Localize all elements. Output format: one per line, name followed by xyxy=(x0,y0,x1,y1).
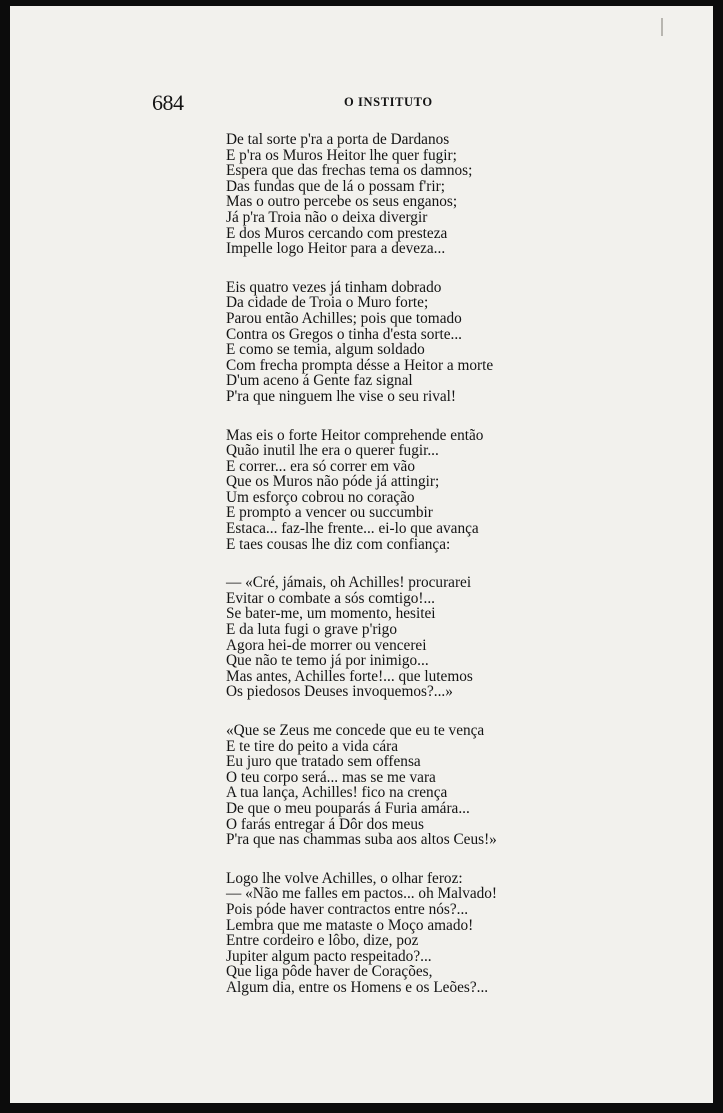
stanza-5 xyxy=(226,723,696,848)
poem-line: Entre cordeiro e lôbo, dize, poz xyxy=(226,932,419,950)
poem-line: Um esforço cobrou no coração xyxy=(226,488,415,506)
poem-line: Que os Muros não póde já attingir; xyxy=(226,473,440,491)
poem-line: Eis quatro vezes já tinham dobrado xyxy=(226,278,442,296)
poem-line: Estaca... faz-lhe frente... ei-lo que avança xyxy=(226,520,479,538)
poem-line: O teu corpo será... mas se me vara xyxy=(226,768,436,786)
stanza-4 xyxy=(226,575,696,700)
poem-line: Da cidade de Troia o Muro forte; xyxy=(226,294,429,312)
poem-line: A tua lança, Achilles! fico na crença xyxy=(226,784,448,802)
poem-line: Os piedosos Deuses invoquemos?...» xyxy=(226,683,453,701)
poem-line: P'ra que ninguem lhe vise o seu rival! xyxy=(226,387,457,405)
poem-line: Se bater-me, um momento, hesitei xyxy=(226,605,436,623)
poem-line: Impelle logo Heitor para a deveza... xyxy=(226,240,446,258)
poem-line: De tal sorte p'ra a porta de Dardanos xyxy=(226,131,450,148)
poem-line: E dos Muros cercando com presteza xyxy=(226,224,448,242)
poem-line: P'ra que nas chammas suba aos altos Ceus!» xyxy=(226,831,497,849)
poem-line: Lembra que me mataste o Moço amado! xyxy=(226,916,474,934)
poem-line: E da luta fugi o grave p'rigo xyxy=(226,621,397,639)
page-header xyxy=(10,90,713,120)
poem-line: Pois póde haver contractos entre nós?... xyxy=(226,900,469,918)
poem-line: Logo lhe volve Achilles, o olhar feroz: xyxy=(226,869,463,887)
poem-body xyxy=(226,132,696,1019)
poem-line: Quão inutil lhe era o querer fugir... xyxy=(226,442,439,460)
poem-line: Eu juro que tratado sem offensa xyxy=(226,753,421,771)
poem-line: Contra os Gregos o tinha d'esta sorte... xyxy=(226,325,462,343)
running-title: O INSTITUTO xyxy=(344,95,433,109)
poem-line: Que não te temo já por inimigo... xyxy=(226,652,429,670)
poem-line: Evitar o combate a sós comtigo!... xyxy=(226,589,436,607)
poem-line: Com frecha prompta désse a Heitor a morte xyxy=(226,356,494,374)
poem-line: — «Cré, jámais, oh Achilles! procurarei xyxy=(226,574,472,592)
poem-line: Já p'ra Troia não o deixa divergir xyxy=(226,208,428,226)
stanza-1 xyxy=(226,132,696,257)
poem-line: Parou então Achilles; pois que tomado xyxy=(226,309,462,327)
poem-line: Espera que das frechas tema os damnos; xyxy=(226,162,473,180)
poem-line: De que o meu pouparás á Furia amára... xyxy=(226,799,470,817)
poem-line: D'um aceno á Gente faz signal xyxy=(226,372,413,390)
poem-line: O farás entregar á Dôr dos meus xyxy=(226,815,424,833)
stanza-2 xyxy=(226,280,696,405)
poem-line: Das fundas que de lá o possam f'rir; xyxy=(226,177,445,195)
poem-line: Jupiter algum pacto respeitado?... xyxy=(226,947,432,965)
poem-line: — «Não me falles em pactos... oh Malvado! xyxy=(226,885,498,903)
poem-line: Mas eis o forte Heitor comprehende então xyxy=(226,426,484,444)
poem-line: E como se temia, algum soldado xyxy=(226,341,425,359)
poem-line: E p'ra os Muros Heitor lhe quer fugir; xyxy=(226,146,457,164)
poem-line: Mas antes, Achilles forte!... que lutemos xyxy=(226,667,473,685)
stanza-6 xyxy=(226,871,696,996)
poem-line: Agora hei-de morrer ou vencerei xyxy=(226,636,427,654)
poem-line: E te tire do peito a vida cára xyxy=(226,737,399,755)
page-edge-mark xyxy=(661,18,663,36)
poem-line: «Que se Zeus me concede que eu te vença xyxy=(226,722,485,739)
stanza-3 xyxy=(226,428,696,553)
page-number: 684 xyxy=(152,90,184,115)
book-page xyxy=(10,6,713,1103)
poem-line: E taes cousas lhe diz com confiança: xyxy=(226,535,451,553)
poem-line: Algum dia, entre os Homens e os Leões?... xyxy=(226,978,489,996)
poem-line: Mas o outro percebe os seus enganos; xyxy=(226,193,458,211)
poem-line: Que liga pôde haver de Corações, xyxy=(226,963,433,981)
poem-line: E prompto a vencer ou succumbir xyxy=(226,504,433,522)
poem-line: E correr... era só correr em vão xyxy=(226,457,415,475)
